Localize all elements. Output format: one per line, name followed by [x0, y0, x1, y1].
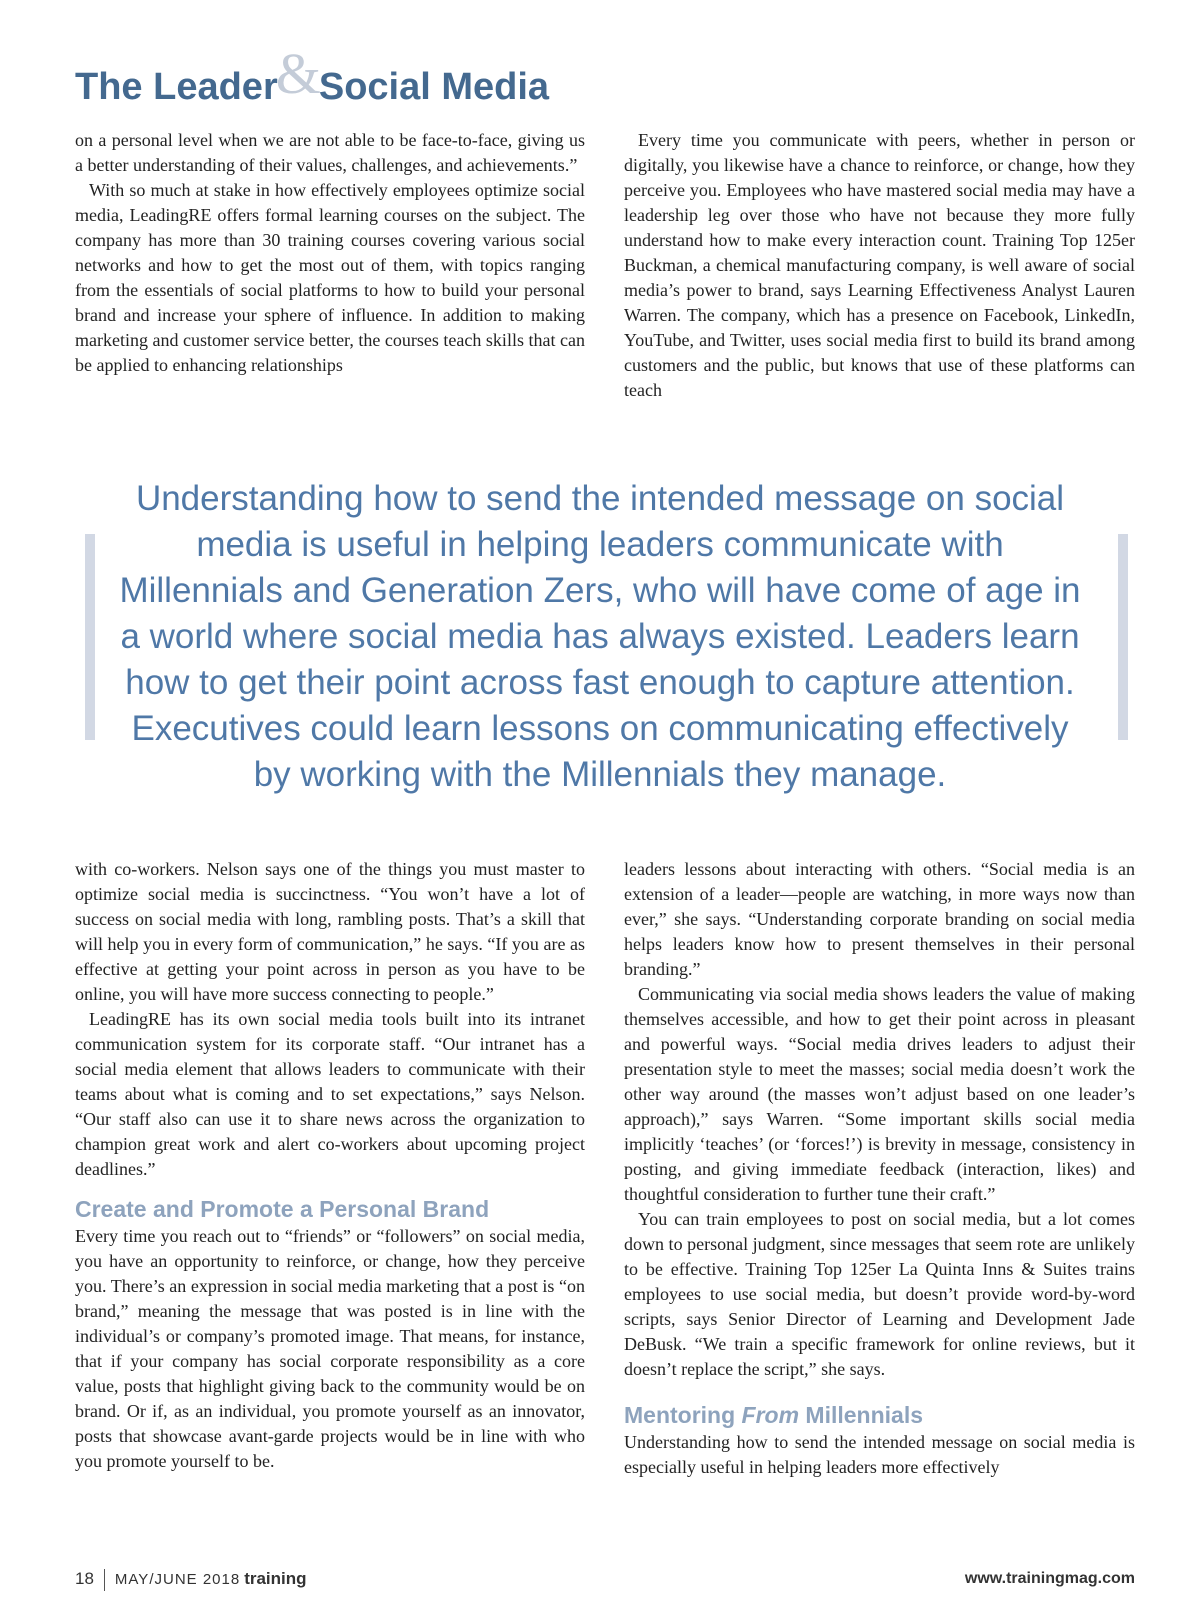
subheading-part: Mentoring — [624, 1402, 742, 1428]
article-column-top-left — [75, 128, 585, 378]
paragraph: You can train employees to post on social media, but a lot comes down to personal judgment, since messages that seem rote are unlikely to be effective. Training Top 125er La Quinta Inns & Suites trains employees to use social media, but doesn’t provide word-by-word scripts, says Senior Director of Learning and Development Jade DeBusk. “We train a specific framework for online reviews, but it doesn’t replace the script,” she says. — [624, 1209, 1135, 1379]
header-title-part2: Social Media — [318, 66, 550, 108]
pullquote-right-bar — [1118, 534, 1128, 740]
subheading-personal-brand: Create and Promote a Personal Brand — [75, 1196, 490, 1222]
paragraph: Every time you communicate with peers, whether in person or digitally, you likewise have a chance to reinforce, or change, how they perceive you. Employees who have mastered social media may have a leadership leg over those who have not because they more fully understand how to make every interaction count. Training Top 125er Buckman, a chemical manufacturing company, is well aware of social media’s power to brand, says Learning Effectiveness Analyst Lauren Warren. The company, which has a presence on Facebook, LinkedIn, YouTube, and Twitter, uses social media first to build its brand among customers and the public, but knows that use of these platforms can teach — [624, 130, 1135, 400]
page-number: 18 — [75, 1569, 94, 1588]
issue-date: MAY/JUNE 2018 — [114, 1571, 241, 1588]
subheading-part-italic: From — [741, 1402, 800, 1428]
paragraph: Understanding how to send the intended message on social media is especially useful in helping leaders more effectively — [624, 1432, 1135, 1477]
subheading-mentoring — [624, 1400, 1135, 1430]
footer-divider — [104, 1569, 105, 1591]
paragraph: LeadingRE has its own social media tools built into its intranet communication system for its corporate staff. “Our intranet has a social media element that allows leaders to communicate with their teams about what is coming and to set expectations,” says Nelson. “Our staff also can use it to share news across the organization to champion great work and alert co-workers about upcoming project deadlines.” — [75, 1009, 585, 1179]
header-ampersand: & — [275, 41, 321, 106]
subheading-part: Millennials — [799, 1402, 924, 1428]
paragraph: Every time you reach out to “friends” or “followers” on social media, you have an opportunity to reinforce, or change, how they perceive you. There’s an expression in social media marketing that a post is “on brand,” meaning the message that was posted is in line with the individual’s or company’s promoted image. That means, for instance, that if your company has social corporate responsibility as a core value, posts that highlight giving back to the community would be on brand. Or if, as an individual, you promote yourself as an innovator, posts that showcase avant-garde projects would be in line with who you promote yourself to be. — [75, 1226, 585, 1471]
pullquote-left-bar — [85, 534, 95, 740]
pull-quote: Understanding how to send the intended message on social media is useful in helping leaders communicate with Millennials and Generation Zers, who will have come of age in a world where social media has always existed. Leaders learn how to get their point across fast enough to capture attention. Executives could learn lessons on communicating effectively by working with the Millennials they manage. — [119, 479, 1081, 794]
section-header — [75, 41, 550, 110]
website-link[interactable]: www.trainingmag.com — [964, 1570, 1135, 1587]
article-column-bottom-right — [624, 857, 1135, 1480]
header-title-part1: The Leader — [75, 66, 278, 108]
magazine-name: training — [244, 1569, 307, 1588]
article-column-bottom-left — [75, 857, 585, 1474]
paragraph: With so much at stake in how effectively employees optimize social media, LeadingRE offers formal learning courses on the subject. The company has more than 30 training courses covering various social networks and how to get the most out of them, with topics ranging from the essentials of social platforms to how to build your personal brand and increase your sphere of influence. In addition to making marketing and customer service better, the courses teach skills that can be applied to enhancing relationships — [75, 180, 585, 375]
article-column-top-right — [624, 128, 1135, 403]
paragraph: Communicating via social media shows leaders the value of making themselves accessible, and how to get their point across in pleasant and powerful ways. “Social media drives leaders to adjust their presentation style to meet the masses; social media doesn’t work the other way around (the masses won’t adjust based on one leader’s approach),” says Warren. “Some important skills social media implicitly ‘teaches’ (or ‘forces!’) is brevity in message, consistency in posting, and giving immediate feedback (interaction, likes) and thoughtful consideration to further tune their craft.” — [624, 984, 1135, 1204]
paragraph: leaders lessons about interacting with others. “Social media is an extension of a leader—people are watching, in more ways now than ever,” she says. “Understanding corporate branding on social media helps leaders know how to present themselves in their personal branding.” — [624, 859, 1135, 979]
paragraph: with co-workers. Nelson says one of the things you must master to optimize social media is succinctness. “You won’t have a lot of success on social media with long, rambling posts. That’s a skill that will help you in every form of communication,” he says. “If you are as effective at getting your point across in person as you have to be online, you will have more success connecting to people.” — [75, 859, 585, 1004]
paragraph: on a personal level when we are not able to be face-to-face, giving us a better understanding of their values, challenges, and achievements.” — [75, 130, 585, 175]
footer-left — [75, 1567, 307, 1592]
